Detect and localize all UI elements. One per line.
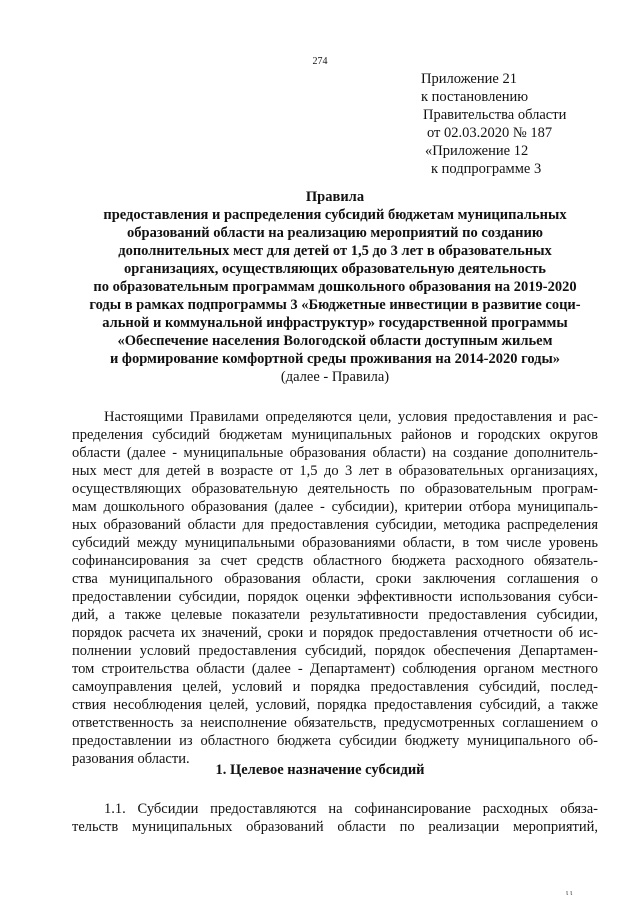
- paragraph-line: ных мест для детей в возрасте от 1,5 до 3 лет в образовательных организациях,: [72, 463, 598, 479]
- paragraph-line: софинансирования за счет средств областного бюджета расходного обязатель-: [72, 553, 598, 569]
- paragraph-line: разования области.: [72, 751, 190, 767]
- appendix-line: к постановлению: [421, 89, 529, 105]
- corner-mark: ι ι: [566, 888, 573, 897]
- paragraph-line: предоставлении субсидии, порядок оценки эффективности использования субси-: [72, 589, 598, 605]
- paragraph-line: полнении условий предоставления субсидий, порядок обеспечения Департамен-: [72, 643, 598, 659]
- paragraph-line: ствия несоблюдения целей, условий, порядка предоставления субсидий, а также: [72, 697, 598, 713]
- paragraph-line: мам дошкольного образования (далее - субсидии), критерии отбора муниципаль-: [72, 499, 598, 515]
- section-1-paragraph: [72, 800, 598, 836]
- title-short-name: (далее - Правила): [280, 369, 390, 385]
- title-line: по образовательным программам дошкольного образования на 2019-2020: [93, 279, 577, 295]
- page-number: 274: [312, 56, 328, 67]
- paragraph-line: дий, а также целевые показатели результативности предоставления субсидии,: [72, 607, 598, 623]
- title-line: образований области на реализацию мероприятий по созданию: [127, 225, 543, 241]
- appendix-line: Правительства области: [423, 107, 567, 123]
- appendix-block: [421, 70, 566, 178]
- appendix-line: от 02.03.2020 № 187: [427, 125, 553, 141]
- paragraph-line: порядок расчета их значений, сроки и порядок предоставления отчетности об ис-: [72, 625, 598, 641]
- paragraph-line: Настоящими Правилами определяются цели, условия предоставления и рас-: [104, 409, 598, 425]
- appendix-line: Приложение 21: [421, 71, 517, 87]
- title-line: альной и коммунальной инфраструктур» государственной программы: [102, 315, 568, 331]
- document-title: [60, 188, 610, 386]
- paragraph-line: самоуправления целей, условий и порядка предоставления субсидий, послед-: [72, 679, 598, 695]
- appendix-line: «Приложение 12: [425, 143, 529, 159]
- paragraph-line: 1.1. Субсидии предоставляются на софинансирование расходных обяза-: [104, 801, 598, 817]
- paragraph-line: том строительства области (далее - Департамент) соблюдения органом местного: [72, 661, 598, 677]
- paragraph-line: пределения субсидий бюджетам муниципальных районов и городских округов: [72, 427, 598, 443]
- title-line: и формирование комфортной среды проживания на 2014-2020 годы»: [109, 351, 561, 367]
- intro-paragraph: [72, 408, 598, 768]
- paragraph-line: области (далее - муниципальные образования области) на создание дополнитель-: [72, 445, 598, 461]
- section-1-title: 1. Целевое назначение субсидий: [215, 762, 425, 778]
- paragraph-line: осуществляющих образовательную деятельность по образовательным програм-: [72, 481, 598, 497]
- appendix-line: к подпрограмме 3: [431, 161, 542, 177]
- paragraph-line: ответственность за неисполнение обязательств, предусмотренных соглашением о: [72, 715, 598, 731]
- paragraph-line: ства муниципального образования области, сроки заключения соглашения о: [72, 571, 598, 587]
- title-line: предоставления и распределения субсидий бюджетам муниципальных: [103, 207, 567, 223]
- title-line: организациях, осуществляющих образовательную деятельность: [124, 261, 546, 277]
- title-line: «Обеспечение населения Вологодской области доступным жильем: [117, 333, 553, 349]
- title-line: годы в рамках подпрограммы 3 «Бюджетные инвестиции в развитие соци-: [89, 297, 581, 313]
- paragraph-line: ных образований области для предоставления субсидии, методика распределения: [72, 517, 598, 533]
- paragraph-line: субсидий между муниципальными образованиями области, в том числе уровень: [72, 535, 598, 551]
- paragraph-line: тельств муниципальных образований области по реализации мероприятий,: [72, 819, 598, 835]
- paragraph-line: предоставлении из областного бюджета субсидии бюджету муниципального об-: [72, 733, 598, 749]
- title-line: дополнительных мест для детей от 1,5 до 3 лет в образовательных: [118, 243, 552, 259]
- title-heading: Правила: [305, 189, 365, 205]
